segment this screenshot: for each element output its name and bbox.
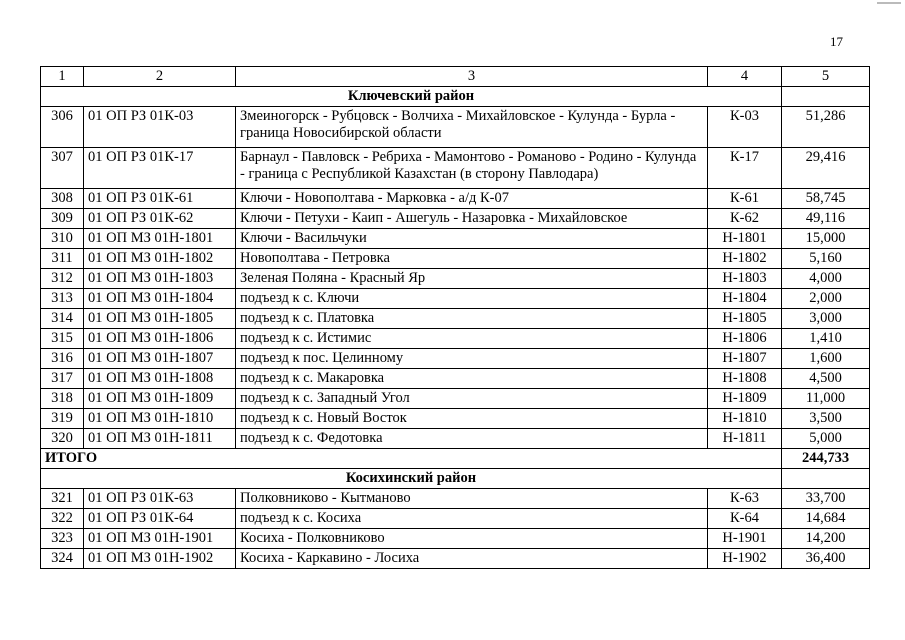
row-number: 320 xyxy=(41,429,84,449)
road-length: 3,000 xyxy=(782,309,870,329)
road-id: К-17 xyxy=(708,148,782,189)
row-number: 309 xyxy=(41,209,84,229)
road-name: Косиха - Полковниково xyxy=(236,529,708,549)
table-row xyxy=(41,409,870,429)
road-id: Н-1802 xyxy=(708,249,782,269)
row-number: 313 xyxy=(41,289,84,309)
header-cell: 3 xyxy=(236,67,708,87)
road-length: 1,410 xyxy=(782,329,870,349)
road-length: 49,116 xyxy=(782,209,870,229)
table-row xyxy=(41,209,870,229)
road-length: 36,400 xyxy=(782,549,870,569)
road-id: Н-1804 xyxy=(708,289,782,309)
row-number: 312 xyxy=(41,269,84,289)
road-code: 01 ОП МЗ 01Н-1805 xyxy=(84,309,236,329)
page-number: 17 xyxy=(830,34,843,49)
district-row xyxy=(41,87,870,107)
header-row xyxy=(41,67,870,87)
table-row xyxy=(41,349,870,369)
roads-table xyxy=(40,66,870,569)
road-code: 01 ОП РЗ 01К-17 xyxy=(84,148,236,189)
district-body xyxy=(41,489,870,569)
road-code: 01 ОП РЗ 01К-03 xyxy=(84,107,236,148)
road-code: 01 ОП МЗ 01Н-1809 xyxy=(84,389,236,409)
district-row xyxy=(41,469,870,489)
road-id: Н-1901 xyxy=(708,529,782,549)
road-length: 1,600 xyxy=(782,349,870,369)
road-name: Новополтава - Петровка xyxy=(236,249,708,269)
total-row xyxy=(41,449,870,469)
header-cell: 2 xyxy=(84,67,236,87)
road-length: 14,200 xyxy=(782,529,870,549)
table-row xyxy=(41,229,870,249)
district-body xyxy=(41,107,870,449)
row-number: 311 xyxy=(41,249,84,269)
table-row xyxy=(41,369,870,389)
road-length: 58,745 xyxy=(782,189,870,209)
table-row xyxy=(41,429,870,449)
road-name: Ключи - Петухи - Каип - Ашегуль - Назаровка - Михайловское xyxy=(236,209,708,229)
empty-cell xyxy=(782,87,870,107)
table-row xyxy=(41,269,870,289)
table-row xyxy=(41,389,870,409)
row-number: 315 xyxy=(41,329,84,349)
road-id: К-62 xyxy=(708,209,782,229)
header-cell: 4 xyxy=(708,67,782,87)
road-code: 01 ОП МЗ 01Н-1801 xyxy=(84,229,236,249)
road-name: Ключи - Васильчуки xyxy=(236,229,708,249)
road-code: 01 ОП МЗ 01Н-1807 xyxy=(84,349,236,369)
road-id: Н-1810 xyxy=(708,409,782,429)
road-name: Барнаул - Павловск - Ребриха - Мамонтово - Романово - Родино - Кулунда - граница с Республикой Казахстан (в сторону Павлодара) xyxy=(236,148,708,189)
road-name: подъезд к с. Истимис xyxy=(236,329,708,349)
row-number: 310 xyxy=(41,229,84,249)
road-name: Полковниково - Кытманово xyxy=(236,489,708,509)
road-name: Ключи - Новополтава - Марковка - а/д К-07 xyxy=(236,189,708,209)
table-row xyxy=(41,529,870,549)
road-code: 01 ОП МЗ 01Н-1806 xyxy=(84,329,236,349)
road-code: 01 ОП РЗ 01К-62 xyxy=(84,209,236,229)
road-code: 01 ОП МЗ 01Н-1802 xyxy=(84,249,236,269)
road-id: Н-1809 xyxy=(708,389,782,409)
road-id: К-03 xyxy=(708,107,782,148)
row-number: 317 xyxy=(41,369,84,389)
road-name: подъезд к с. Федотовка xyxy=(236,429,708,449)
road-code: 01 ОП МЗ 01Н-1811 xyxy=(84,429,236,449)
header-cell: 5 xyxy=(782,67,870,87)
row-number: 319 xyxy=(41,409,84,429)
road-id: Н-1806 xyxy=(708,329,782,349)
empty-cell xyxy=(782,469,870,489)
road-code: 01 ОП МЗ 01Н-1901 xyxy=(84,529,236,549)
row-number: 321 xyxy=(41,489,84,509)
road-code: 01 ОП РЗ 01К-63 xyxy=(84,489,236,509)
road-id: Н-1902 xyxy=(708,549,782,569)
road-name: Змеиногорск - Рубцовск - Волчиха - Михайловское - Кулунда - Бурла - граница Новосибирской области xyxy=(236,107,708,148)
row-number: 316 xyxy=(41,349,84,369)
road-name: Зеленая Поляна - Красный Яр xyxy=(236,269,708,289)
road-name: подъезд к с. Западный Угол xyxy=(236,389,708,409)
road-name: подъезд к с. Макаровка xyxy=(236,369,708,389)
table-row xyxy=(41,309,870,329)
road-code: 01 ОП МЗ 01Н-1810 xyxy=(84,409,236,429)
road-id: Н-1807 xyxy=(708,349,782,369)
row-number: 314 xyxy=(41,309,84,329)
row-number: 307 xyxy=(41,148,84,189)
table-row xyxy=(41,329,870,349)
road-length: 15,000 xyxy=(782,229,870,249)
road-code: 01 ОП РЗ 01К-61 xyxy=(84,189,236,209)
road-id: Н-1803 xyxy=(708,269,782,289)
road-code: 01 ОП МЗ 01Н-1808 xyxy=(84,369,236,389)
row-number: 318 xyxy=(41,389,84,409)
row-number: 306 xyxy=(41,107,84,148)
table-row xyxy=(41,509,870,529)
road-length: 51,286 xyxy=(782,107,870,148)
road-id: Н-1801 xyxy=(708,229,782,249)
table-row xyxy=(41,107,870,148)
road-length: 4,500 xyxy=(782,369,870,389)
road-name: подъезд к пос. Целинному xyxy=(236,349,708,369)
row-number: 308 xyxy=(41,189,84,209)
road-id: К-63 xyxy=(708,489,782,509)
road-length: 2,000 xyxy=(782,289,870,309)
row-number: 324 xyxy=(41,549,84,569)
district-name: Косихинский район xyxy=(41,469,782,489)
road-id: Н-1811 xyxy=(708,429,782,449)
road-code: 01 ОП МЗ 01Н-1803 xyxy=(84,269,236,289)
road-length: 3,500 xyxy=(782,409,870,429)
road-code: 01 ОП РЗ 01К-64 xyxy=(84,509,236,529)
road-code: 01 ОП МЗ 01Н-1804 xyxy=(84,289,236,309)
road-id: Н-1808 xyxy=(708,369,782,389)
road-length: 4,000 xyxy=(782,269,870,289)
district-name: Ключевский район xyxy=(41,87,782,107)
road-length: 5,000 xyxy=(782,429,870,449)
road-name: подъезд к с. Косиха xyxy=(236,509,708,529)
table-row xyxy=(41,549,870,569)
road-name: Косиха - Каркавино - Лосиха xyxy=(236,549,708,569)
row-number: 322 xyxy=(41,509,84,529)
road-name: подъезд к с. Платовка xyxy=(236,309,708,329)
road-id: К-61 xyxy=(708,189,782,209)
road-code: 01 ОП МЗ 01Н-1902 xyxy=(84,549,236,569)
road-length: 29,416 xyxy=(782,148,870,189)
road-length: 14,684 xyxy=(782,509,870,529)
corner-mark xyxy=(877,2,901,4)
road-name: подъезд к с. Новый Восток xyxy=(236,409,708,429)
table-row xyxy=(41,249,870,269)
road-length: 33,700 xyxy=(782,489,870,509)
row-number: 323 xyxy=(41,529,84,549)
table-row xyxy=(41,489,870,509)
road-length: 11,000 xyxy=(782,389,870,409)
header-cell: 1 xyxy=(41,67,84,87)
total-label: ИТОГО xyxy=(41,449,782,469)
total-value: 244,733 xyxy=(782,449,870,469)
road-id: Н-1805 xyxy=(708,309,782,329)
road-length: 5,160 xyxy=(782,249,870,269)
road-name: подъезд к с. Ключи xyxy=(236,289,708,309)
table-row xyxy=(41,189,870,209)
table-row xyxy=(41,148,870,189)
road-id: К-64 xyxy=(708,509,782,529)
table-row xyxy=(41,289,870,309)
